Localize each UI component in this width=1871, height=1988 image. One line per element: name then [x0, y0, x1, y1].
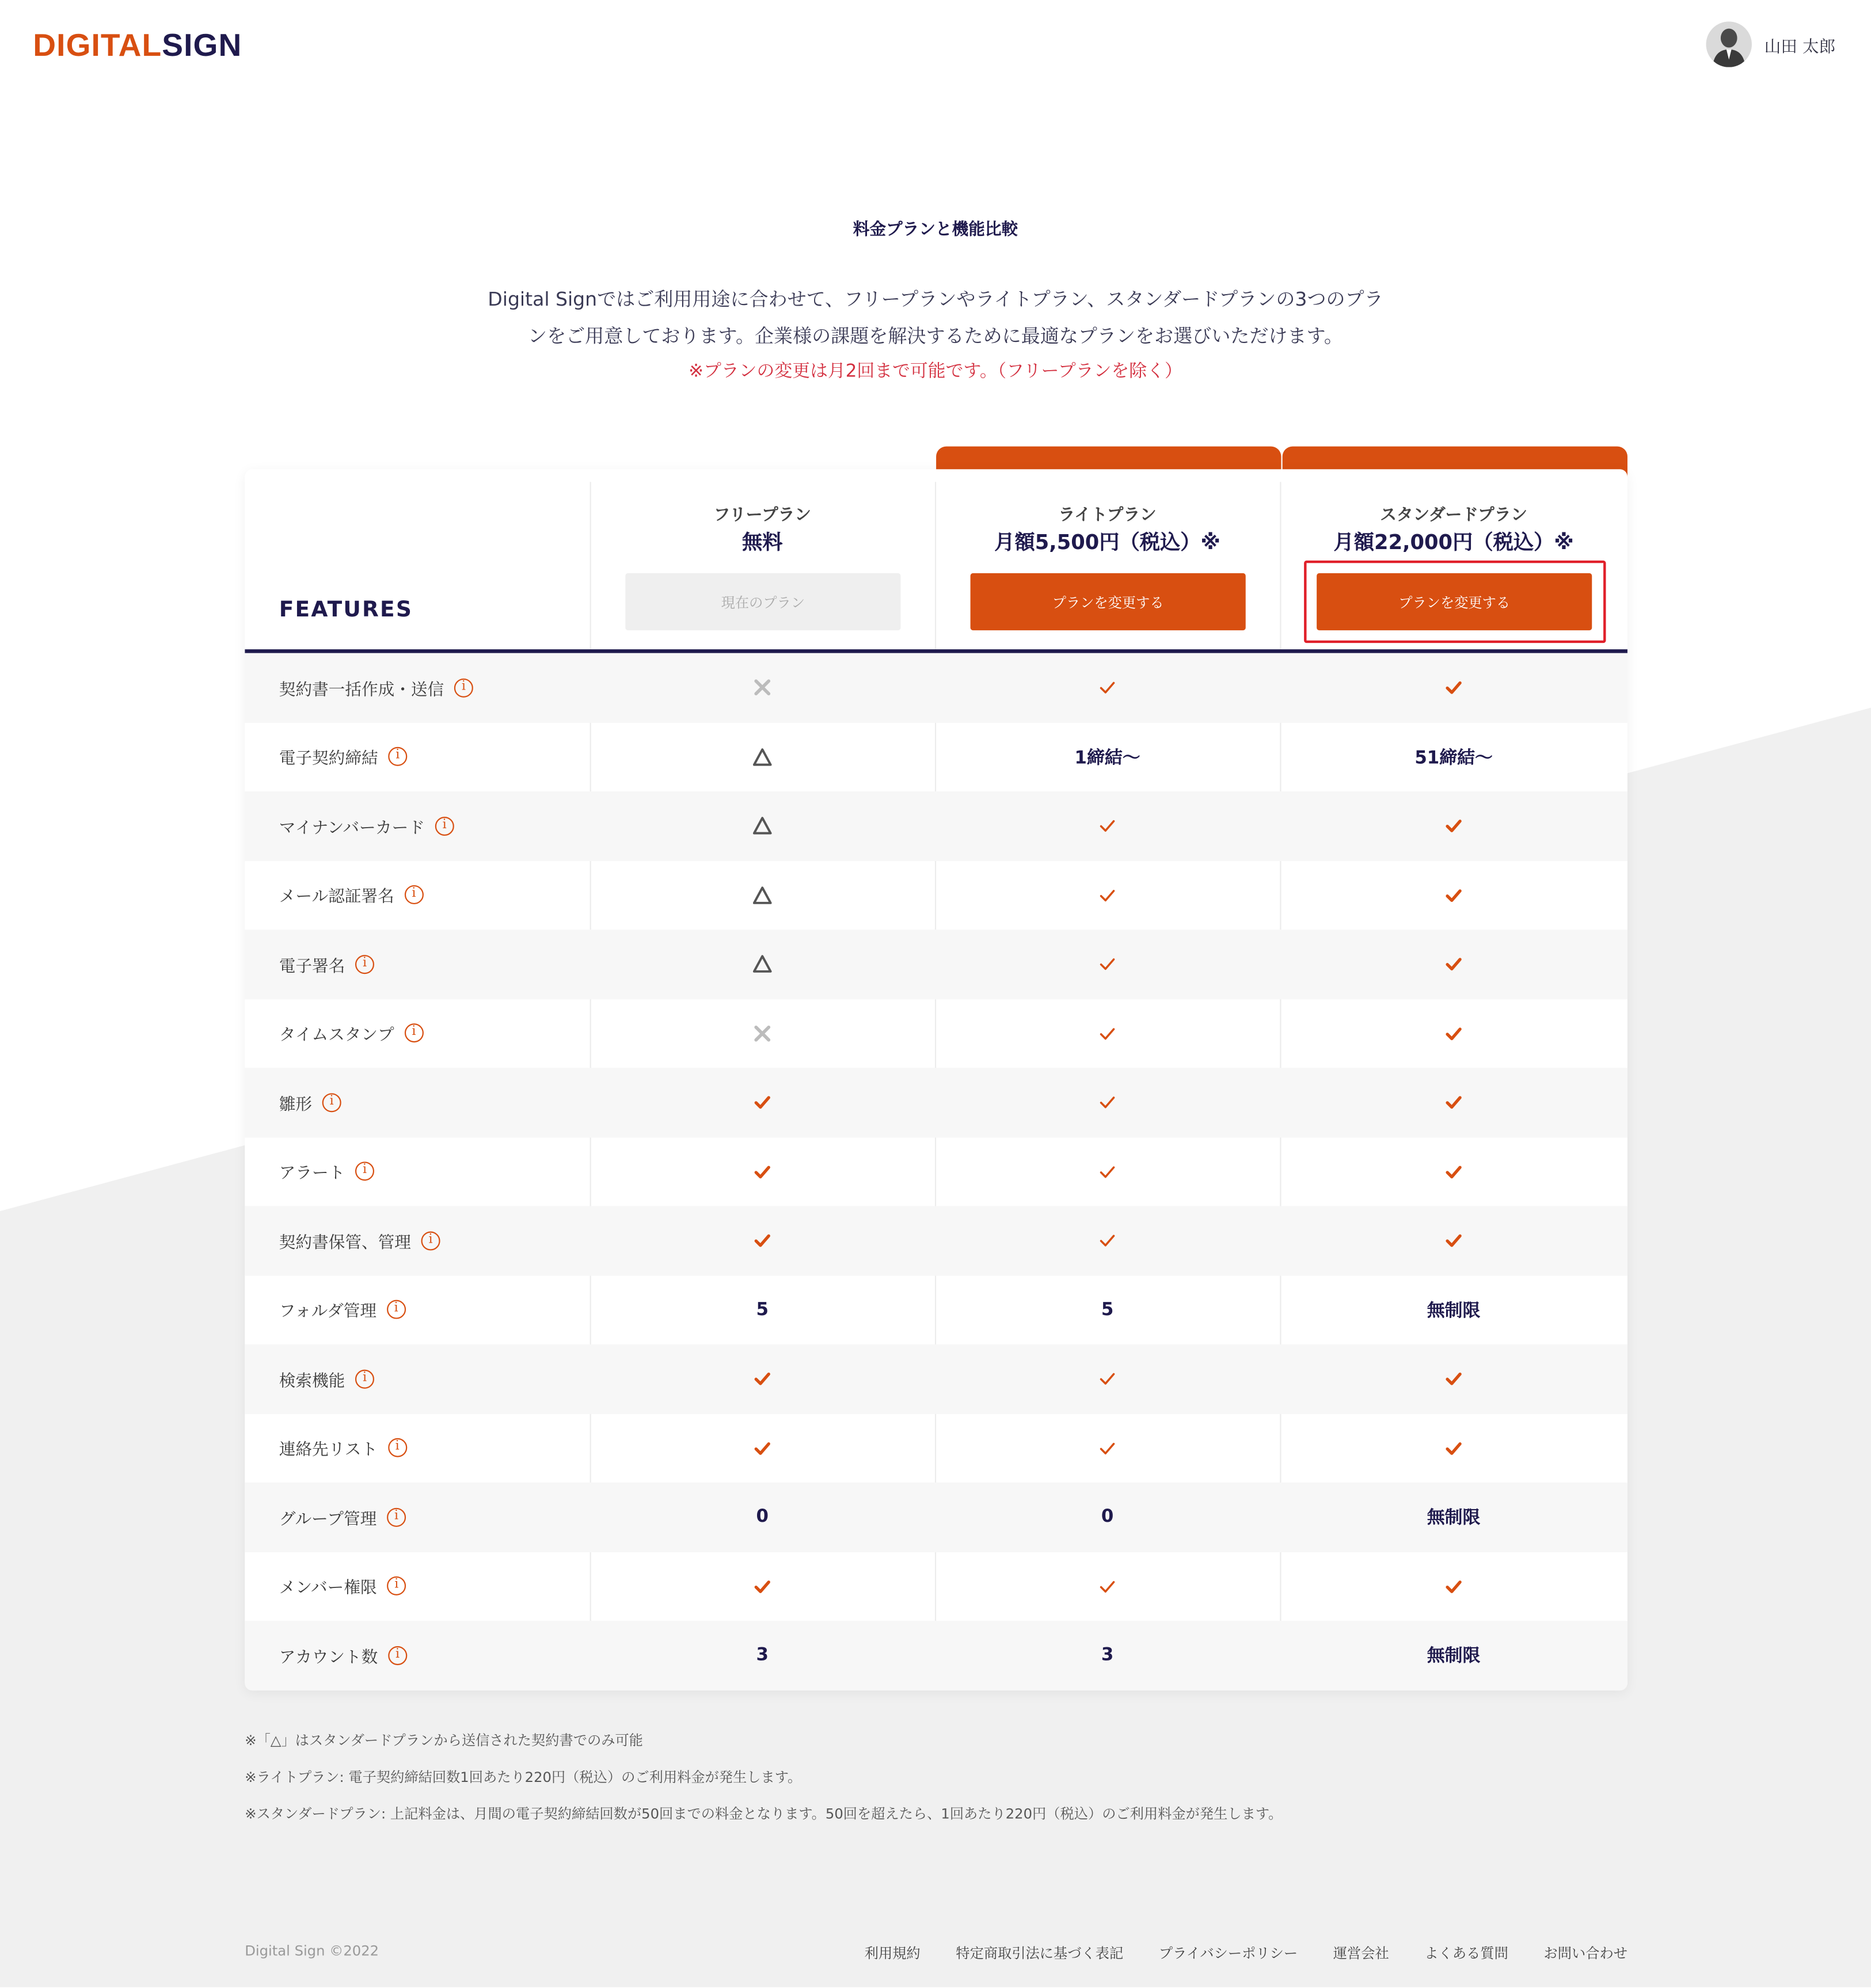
- footnote: ※「△」はスタンダードプランから送信された契約書でのみ可能: [245, 1732, 643, 1749]
- change-plan-button-light[interactable]: プランを変更する: [971, 573, 1246, 630]
- plan-cell: [1281, 653, 1626, 722]
- cell-value: 0: [1101, 1507, 1114, 1528]
- cell-value: 0: [756, 1507, 769, 1528]
- table-row: [245, 1345, 1627, 1414]
- info-icon[interactable]: i: [388, 747, 407, 766]
- plan-cell: [935, 1206, 1280, 1275]
- feature-label: [279, 722, 408, 791]
- feature-label: [279, 1621, 407, 1690]
- info-icon[interactable]: i: [355, 1162, 374, 1181]
- check-icon: [1097, 885, 1117, 905]
- table-row: [245, 1068, 1627, 1137]
- feature-name: タイムスタンプ: [279, 1026, 394, 1046]
- footer-link-privacy[interactable]: プライバシーポリシー: [1158, 1945, 1298, 1962]
- table-row: [245, 653, 1627, 722]
- feature-label: [279, 653, 473, 722]
- plan-cell: [590, 653, 935, 722]
- plan-cell: [935, 1414, 1280, 1483]
- cell-value: 無制限: [1427, 1301, 1481, 1321]
- feature-name: 契約書一括作成・送信: [279, 680, 444, 700]
- plan-cell: [1281, 1206, 1626, 1275]
- info-icon[interactable]: i: [355, 1369, 374, 1388]
- user-menu[interactable]: [1706, 21, 1835, 67]
- plan-cell: [1281, 930, 1626, 999]
- table-header: [245, 469, 1627, 653]
- table-row: [245, 930, 1627, 999]
- feature-label: [279, 930, 374, 999]
- plan-price: 無料: [741, 530, 783, 554]
- cross-icon: [752, 1023, 773, 1043]
- plan-cell: [590, 1552, 935, 1621]
- plan-cell: [1281, 1275, 1626, 1345]
- plan-cell: [935, 791, 1280, 860]
- feature-label: [279, 1137, 374, 1206]
- check-icon: [1097, 1231, 1117, 1251]
- feature-label: [279, 791, 454, 860]
- plan-cell: [590, 1414, 935, 1483]
- feature-name: 電子署名: [279, 957, 345, 977]
- feature-name: メンバー権限: [279, 1579, 377, 1598]
- plan-cell: [935, 999, 1280, 1068]
- table-row: [245, 999, 1627, 1068]
- check-icon: [1443, 1231, 1463, 1251]
- table-row: [245, 791, 1627, 860]
- plan-cell: [1281, 722, 1626, 791]
- plan-cell: [1281, 1483, 1626, 1552]
- check-icon: [1097, 677, 1117, 698]
- check-icon: [1443, 1438, 1463, 1458]
- info-icon[interactable]: i: [388, 1438, 407, 1457]
- plan-cell: [590, 1621, 935, 1690]
- plan-cell: [935, 1483, 1280, 1552]
- change-plan-button-standard[interactable]: プランを変更する: [1317, 573, 1592, 630]
- cell-value: 5: [1101, 1299, 1114, 1320]
- plan-name: スタンダードプラン: [1380, 506, 1527, 525]
- feature-label: [279, 999, 424, 1068]
- check-icon: [752, 1092, 773, 1113]
- table-row: [245, 1483, 1627, 1552]
- info-icon[interactable]: i: [387, 1507, 406, 1526]
- plan-cell: [1281, 1414, 1626, 1483]
- check-icon: [1097, 1369, 1117, 1389]
- feature-label: [279, 1275, 406, 1345]
- feature-label: [279, 860, 424, 930]
- info-icon[interactable]: i: [387, 1576, 406, 1595]
- plan-cell: [590, 1206, 935, 1275]
- cross-icon: [752, 677, 773, 698]
- info-icon[interactable]: i: [421, 1231, 440, 1250]
- intro-line: Digital Signではご利用用途に合わせて、フリープランやライトプラン、スタンダードプランの3つのプラ: [488, 288, 1383, 311]
- table-row: [245, 1414, 1627, 1483]
- footnotes: [245, 1722, 1282, 1833]
- info-icon[interactable]: i: [388, 1646, 407, 1665]
- triangle-icon: [752, 954, 773, 974]
- check-icon: [752, 1438, 773, 1458]
- plan-cell: [590, 930, 935, 999]
- table-row: [245, 1275, 1627, 1345]
- feature-name: グループ管理: [279, 1510, 377, 1529]
- check-icon: [1443, 1092, 1463, 1113]
- plan-cell: [935, 860, 1280, 930]
- plan-light: [935, 469, 1280, 653]
- check-icon: [1443, 1369, 1463, 1389]
- footnote: ※ライトプラン: 電子契約締結回数1回あたり220円（税込）のご利用料金が発生します。: [245, 1769, 802, 1786]
- plan-cell: [935, 1552, 1280, 1621]
- feature-label: [279, 1345, 374, 1414]
- cell-value: 51締結〜: [1414, 748, 1493, 768]
- footer-link-faq[interactable]: よくある質問: [1424, 1945, 1508, 1962]
- feature-name: マイナンバーカード: [279, 818, 425, 838]
- plan-cell: [1281, 1068, 1626, 1137]
- header-divider: [245, 649, 1627, 653]
- plan-cell: [935, 930, 1280, 999]
- footer-links: [865, 1943, 1627, 1963]
- plan-cell: [935, 722, 1280, 791]
- plan-standard: [1281, 469, 1626, 653]
- table-row: [245, 1621, 1627, 1690]
- info-icon[interactable]: i: [454, 678, 473, 697]
- header: [0, 0, 1871, 101]
- intro-line: ンをご用意しております。企業様の課題を解決するために最適なプランをお選びいただけます。: [528, 325, 1343, 348]
- table-row: [245, 1137, 1627, 1206]
- current-plan-button: 現在のプラン: [625, 573, 900, 630]
- plan-cell: [935, 1275, 1280, 1345]
- plan-cell: [590, 860, 935, 930]
- feature-label: [279, 1552, 406, 1621]
- feature-label: [279, 1068, 341, 1137]
- triangle-icon: [752, 816, 773, 836]
- feature-name: 連絡先リスト: [279, 1441, 378, 1460]
- info-icon[interactable]: i: [404, 1024, 423, 1043]
- plan-cell: [935, 1137, 1280, 1206]
- logo[interactable]: DIGITAL SIGN: [33, 28, 242, 64]
- feature-name: フォルダ管理: [279, 1303, 377, 1322]
- check-icon: [752, 1576, 773, 1596]
- cell-value: 3: [1101, 1645, 1114, 1666]
- plan-cell: [1281, 791, 1626, 860]
- feature-name: メール認証署名: [279, 888, 394, 907]
- check-icon: [1097, 1023, 1117, 1043]
- intro-text: [457, 281, 1414, 355]
- plan-cell: [1281, 1345, 1626, 1414]
- feature-name: アカウント数: [279, 1648, 378, 1667]
- plan-cell: [935, 653, 1280, 722]
- plan-change-notice: ※プランの変更は月2回まで可能です。（フリープランを除く）: [689, 361, 1182, 382]
- triangle-icon: [752, 885, 773, 905]
- plan-cell: [590, 1345, 935, 1414]
- table-row: [245, 722, 1627, 791]
- info-icon[interactable]: i: [322, 1093, 341, 1112]
- cell-value: 無制限: [1427, 1646, 1481, 1667]
- check-icon: [1097, 1576, 1117, 1596]
- check-icon: [1443, 1576, 1463, 1596]
- table-row: [245, 1206, 1627, 1275]
- feature-name: 電子契約締結: [279, 749, 378, 769]
- plan-name: フリープラン: [713, 506, 811, 525]
- check-icon: [1443, 816, 1463, 836]
- check-icon: [752, 1369, 773, 1389]
- feature-name: 雛形: [279, 1095, 313, 1115]
- plan-price: 月額22,000円（税込）※: [1333, 530, 1574, 554]
- check-icon: [1097, 816, 1117, 836]
- footnote: ※スタンダードプラン: 上記料金は、月間の電子契約締結回数が50回までの料金となります。50回を超えたら、1回あたり220円（税込）のご利用料金が発生します。: [245, 1806, 1283, 1823]
- plan-cell: [590, 1275, 935, 1345]
- plan-cell: [590, 1483, 935, 1552]
- triangle-icon: [752, 747, 773, 767]
- cell-value: 無制限: [1427, 1508, 1481, 1529]
- plan-name: ライトプラン: [1058, 506, 1157, 525]
- cell-value: 1締結〜: [1074, 748, 1140, 768]
- cell-value: 5: [756, 1299, 769, 1320]
- info-icon[interactable]: i: [435, 816, 454, 835]
- check-icon: [1443, 885, 1463, 905]
- plan-cell: [590, 791, 935, 860]
- table-row: [245, 1552, 1627, 1621]
- table-row: [245, 860, 1627, 930]
- plan-cell: [1281, 1552, 1626, 1621]
- user-name: 山田 太郎: [1764, 37, 1836, 57]
- check-icon: [1443, 677, 1463, 698]
- info-icon[interactable]: i: [404, 886, 423, 905]
- footer-link-company[interactable]: 運営会社: [1333, 1945, 1389, 1962]
- plan-cell: [590, 999, 935, 1068]
- feature-name: 契約書保管、管理: [279, 1233, 411, 1253]
- plan-cell: [1281, 860, 1626, 930]
- plan-cell: [590, 722, 935, 791]
- plan-cell: [1281, 999, 1626, 1068]
- check-icon: [1097, 1161, 1117, 1182]
- plan-cell: [1281, 1621, 1626, 1690]
- check-icon: [752, 1161, 773, 1182]
- feature-label: [279, 1206, 440, 1275]
- plan-price: 月額5,500円（税込）※: [994, 530, 1220, 554]
- user-avatar-icon: [1706, 21, 1751, 67]
- check-icon: [752, 1231, 773, 1251]
- check-icon: [1443, 954, 1463, 974]
- cell-value: 3: [756, 1645, 769, 1666]
- feature-name: アラート: [279, 1164, 345, 1184]
- plan-cell: [935, 1345, 1280, 1414]
- feature-label: [279, 1483, 406, 1552]
- feature-name: 検索機能: [279, 1372, 345, 1391]
- check-icon: [1097, 1438, 1117, 1458]
- footer-link-contact[interactable]: お問い合わせ: [1543, 1945, 1627, 1962]
- plan-cell: [590, 1137, 935, 1206]
- plan-cell: [1281, 1137, 1626, 1206]
- features-label: FEATURES: [279, 597, 413, 623]
- plan-comparison-table: [245, 469, 1627, 1690]
- plan-cell: [590, 1068, 935, 1137]
- check-icon: [1097, 954, 1117, 974]
- footer-link-terms[interactable]: 利用規約: [864, 1945, 921, 1962]
- info-icon[interactable]: i: [387, 1300, 406, 1319]
- feature-label: [279, 1414, 407, 1483]
- copyright: Digital Sign ©2022: [245, 1943, 379, 1960]
- plan-cell: [935, 1621, 1280, 1690]
- check-icon: [1443, 1161, 1463, 1182]
- info-icon[interactable]: i: [355, 955, 374, 974]
- plan-cell: [935, 1068, 1280, 1137]
- plan-free: [590, 469, 935, 653]
- check-icon: [1097, 1092, 1117, 1113]
- page-title: 料金プランと機能比較: [853, 220, 1018, 240]
- footer-link-tokushoho[interactable]: 特定商取引法に基づく表記: [956, 1945, 1124, 1962]
- check-icon: [1443, 1023, 1463, 1043]
